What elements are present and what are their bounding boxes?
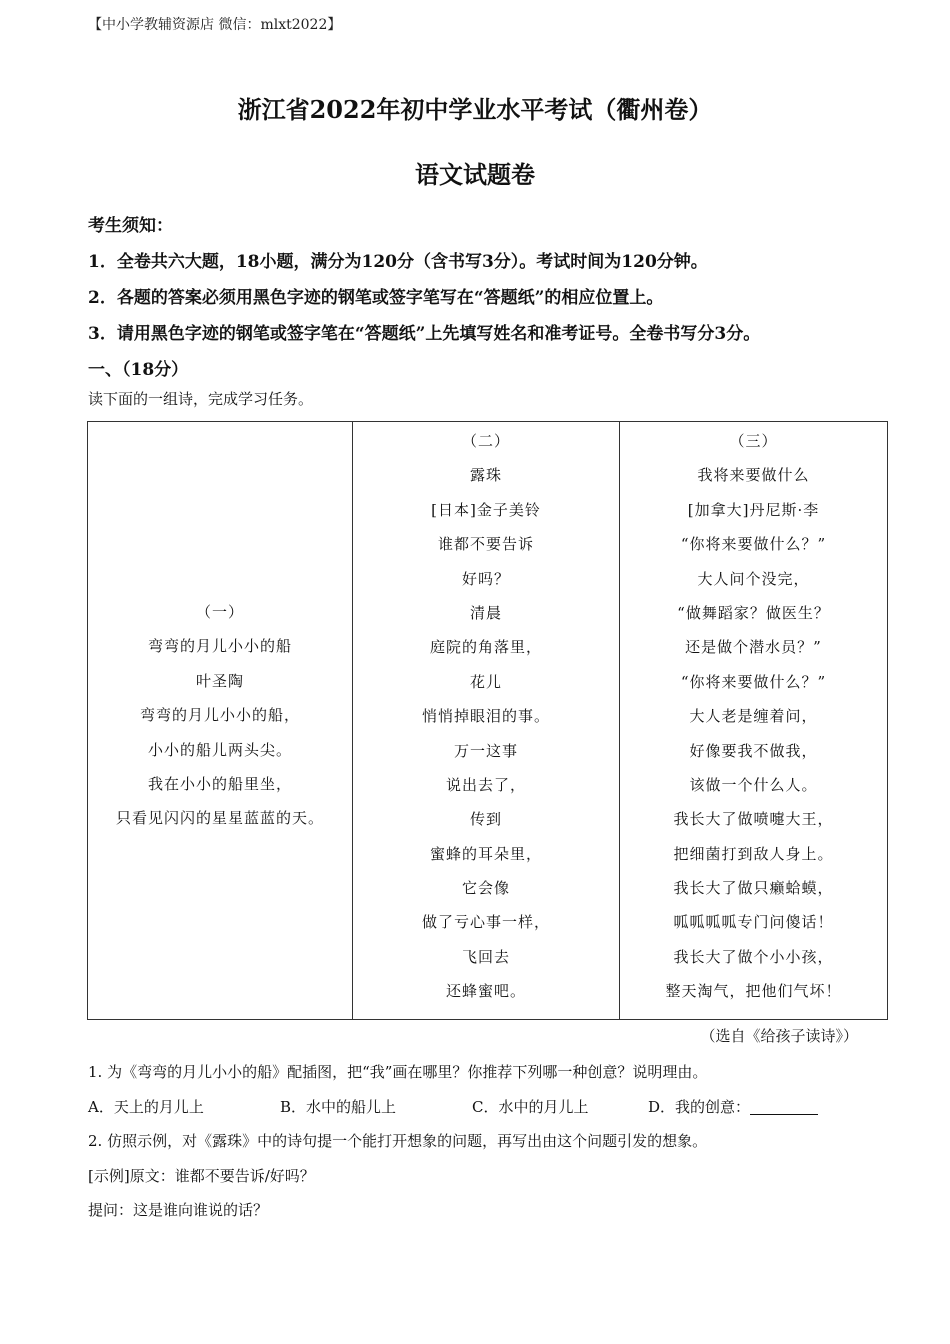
- poem-line: 飞回去: [461, 947, 510, 966]
- poem-title: 我将来要做什么: [697, 466, 810, 485]
- poem-line: 我长大了做喷嚏大王，: [673, 810, 834, 829]
- poem-line: 大人老是缠着问，: [689, 707, 818, 726]
- poem-label: （一）: [195, 603, 244, 621]
- poem-line: 我在小小的船里坐，: [147, 774, 292, 793]
- poem-line: “做舞蹈家？做医生？: [677, 603, 830, 622]
- notice-heading: 考生须知：: [88, 216, 173, 236]
- poem-line: 只看见闪闪的星星蓝蓝的天。: [115, 809, 324, 828]
- poem-line: 谁都不要告诉: [437, 535, 534, 554]
- poem-line: 它会像: [461, 879, 510, 898]
- option-a: A．天上的月儿上: [88, 1097, 204, 1116]
- header-note: 【中小学教辅资源店 微信：mlxt2022】: [88, 17, 342, 33]
- poem-line: 还是做个潜水员？”: [685, 638, 822, 657]
- option-d: [648, 1090, 818, 1125]
- poem-cell-3: [620, 422, 888, 1020]
- poem-line: 传到: [469, 810, 502, 829]
- poem-line: 小小的船儿两头尖。: [147, 740, 292, 759]
- poem-line: 万一这事: [453, 741, 518, 760]
- option-b: B．水中的船儿上: [280, 1097, 397, 1116]
- poem-line: 我长大了做只癞蛤蟆，: [673, 879, 834, 898]
- poem-line: 还蜂蜜吧。: [445, 982, 526, 1001]
- poem-line: 说出去了，: [445, 775, 526, 794]
- poem-line: “你将来要做什么？”: [680, 672, 827, 691]
- question-area: [88, 1055, 888, 1228]
- poem-table: [87, 421, 888, 1020]
- question-2-example: [示例]原文：谁都不要告诉/好吗？: [88, 1166, 315, 1185]
- poem-line: 呱呱呱呱专门问傻话！: [673, 913, 834, 932]
- answer-blank: [750, 1098, 818, 1115]
- poem-line: 把细菌打到敌人身上。: [673, 844, 834, 863]
- poem-line: 蜜蜂的耳朵里，: [429, 844, 542, 863]
- option-c: C．水中的月儿上: [472, 1097, 589, 1116]
- poem-line: 好像要我不做我，: [689, 741, 818, 760]
- section-heading: 一、（18分）: [88, 360, 189, 380]
- question-1-options: [88, 1090, 888, 1125]
- poem-author: [日本]金子美铃: [431, 500, 541, 519]
- exam-notice: [88, 208, 888, 388]
- question-2-sample-question: 提问：这是谁向谁说的话？: [88, 1201, 269, 1219]
- poem-author: 叶圣陶: [195, 671, 244, 690]
- notice-item: 1．全卷共六大题，18小题，满分为120分（含书写3分）。考试时间为120分钟。: [88, 252, 708, 272]
- poem-cell-1: [88, 422, 353, 1020]
- poem-line: 花儿: [469, 672, 502, 691]
- poem-line: 好吗？: [461, 569, 510, 588]
- question-1: 1. 为《弯弯的月儿小小的船》配插图，把“我”画在哪里？你推荐下列哪一种创意？说明理由。: [88, 1063, 708, 1081]
- poem-line: “你将来要做什么？”: [680, 535, 827, 554]
- poem-author: [加拿大]丹尼斯·李: [687, 500, 820, 519]
- notice-item: 2．各题的答案必须用黑色字迹的钢笔或签字笔写在“答题纸”的相应位置上。: [88, 288, 664, 308]
- page-title: 浙江省2022年初中学业水平考试（衢州卷）: [237, 95, 713, 124]
- poem-title: 露珠: [469, 466, 502, 485]
- poem-line: 弯弯的月儿小小的船，: [139, 706, 300, 725]
- poem-line: 大人问个没完，: [697, 569, 810, 588]
- poem-label: （二）: [461, 432, 510, 450]
- poem-line: 我长大了做个小小孩，: [673, 947, 834, 966]
- poem-line: 该做一个什么人。: [689, 775, 818, 794]
- poem-title: 弯弯的月儿小小的船: [147, 637, 292, 656]
- poem-source: （选自《给孩子读诗》）: [700, 1027, 858, 1045]
- notice-item: 3．请用黑色字迹的钢笔或签字笔在“答题纸”上先填写姓名和准考证号。全卷书写分3分。: [88, 324, 761, 344]
- poem-line: 整天淘气，把他们气坏！: [665, 982, 842, 1001]
- section-intro: 读下面的一组诗，完成学习任务。: [88, 390, 314, 408]
- poem-line: 清晨: [469, 603, 502, 622]
- poem-line: 做了亏心事一样，: [421, 913, 550, 932]
- poem-2: [353, 422, 619, 1009]
- poem-line: 悄悄掉眼泪的事。: [421, 707, 550, 726]
- option-d-label: D．我的创意：: [648, 1097, 751, 1116]
- poem-label: （三）: [729, 432, 778, 450]
- poem-1: [88, 422, 352, 836]
- poem-cell-2: [353, 422, 620, 1020]
- poem-line: 庭院的角落里，: [429, 638, 542, 657]
- poem-3: [620, 422, 887, 1009]
- question-2: 2. 仿照示例，对《露珠》中的诗句提一个能打开想象的问题，再写出由这个问题引发的想象。: [88, 1132, 708, 1150]
- page-subtitle: 语文试题卷: [415, 160, 535, 189]
